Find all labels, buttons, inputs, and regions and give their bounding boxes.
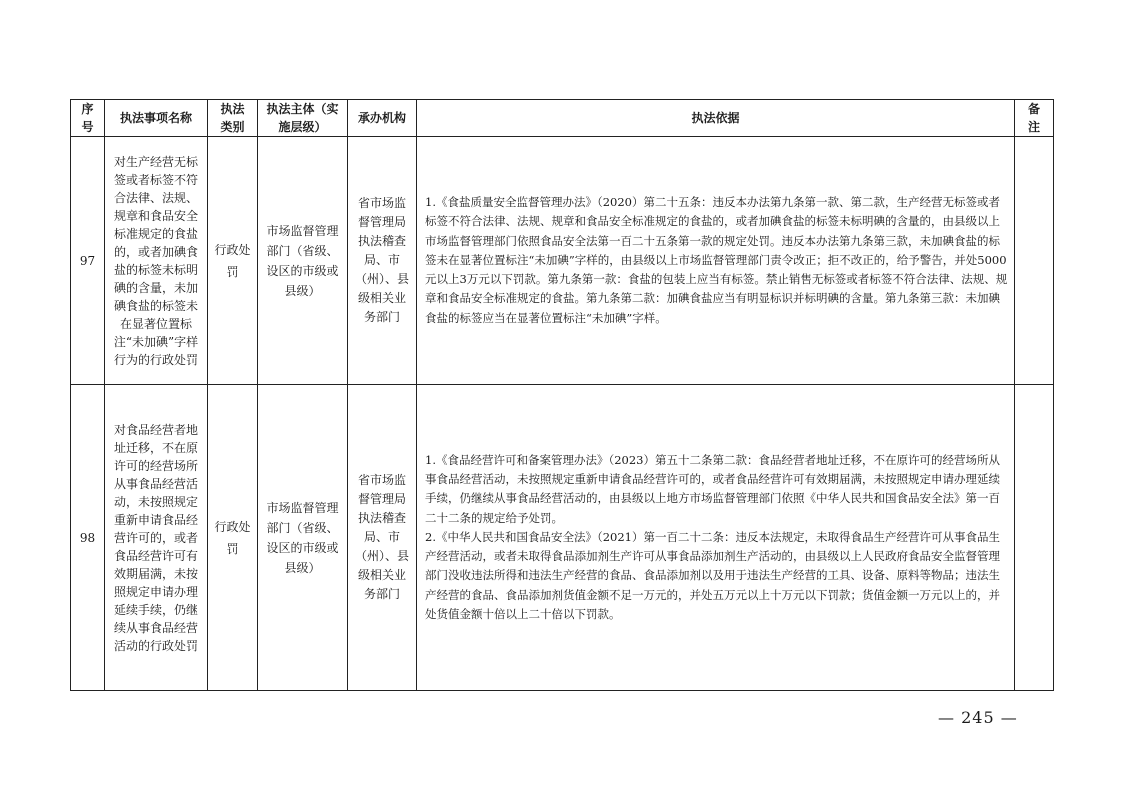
row-seq: 97 xyxy=(71,137,105,385)
basis-clause: 2.《中华人民共和国食品安全法》（2021）第一百二十二条：违反本法规定，未取得食品生产经营许可从事食品生产经营活动，或者未取得食品添加剂生产许可从事食品添加剂生产活动的，由县级以上人民政府食品安全监督管理部门没收违法所得和违法生产经营的食品、食品添加剂以及用于违法生产经营的工具、设备、原料等物品；违法生产经营的食品、食品添加剂货值金额不足一万元的，并处五万元以上十万元以下罚款；货值金额一万元以上的，并处货值金额十倍以上二十倍以下罚款。 xyxy=(425,529,1000,621)
page-number: — 245 — xyxy=(938,708,1018,727)
enforcement-table xyxy=(70,99,1054,691)
row-subject: 市场监督管理部门（省级、设区的市级或县级） xyxy=(258,385,348,691)
table-header-row xyxy=(71,100,1054,137)
row-note xyxy=(1015,137,1054,385)
row-org: 省市场监督管理局执法稽查局、市（州）、县级相关业务部门 xyxy=(348,137,417,385)
row-subject: 市场监督管理部门（省级、设区的市级或县级） xyxy=(258,137,348,385)
basis-clause: 1.《食盐质量安全监督管理办法》（2020）第二十五条：违反本办法第九条第一款、第二款，生产经营无标签或者标签不符合法律、法规、规章和食品安全标准规定的食盐的，或者加碘食盐的标签未标明碘的含量的，由县级以上市场监督管理部门依照食品安全法第一百二十五条第一款的规定处罚。违反本办法第九条第三款，未加碘食盐的标签未在显著位置标注“未加碘”字样的，由县级以上市场监督管理部门责令改正；拒不改正的，给予警告，并处5000元以上3万元以下罚款。第九条第一款：食盐的包装上应当有标签。禁止销售无标签或者标签不符合法律、法规、规章和食品安全标准规定的食盐。第九条第二款：加碘食盐应当有明显标识并标明碘的含量。第九条第三款：未加碘食盐的标签应当在显著位置标注“未加碘”字样。 xyxy=(425,195,1008,325)
header-subject: 执法主体（实施层级） xyxy=(258,100,348,137)
basis-clause: 1.《食品经营许可和备案管理办法》（2023）第五十二条第二款：食品经营者地址迁移，不在原许可的经营场所从事食品经营活动，未按照规定重新申请食品经营许可的，或者食品经营许可有效期届满，未按照规定申请办理延续手续，仍继续从事食品经营活动的，由县级以上地方市场监督管理部门依照《中华人民共和国食品安全法》第一百二十二条的规定给予处罚。 xyxy=(425,453,1000,525)
row-org: 省市场监督管理局执法稽查局、市（州）、县级相关业务部门 xyxy=(348,385,417,691)
header-type: 执法类别 xyxy=(208,100,258,137)
row-basis xyxy=(417,385,1015,691)
table-row xyxy=(71,385,1054,691)
header-note: 备注 xyxy=(1015,100,1054,137)
row-basis xyxy=(417,137,1015,385)
header-seq: 序号 xyxy=(71,100,105,137)
header-org: 承办机构 xyxy=(348,100,417,137)
row-seq: 98 xyxy=(71,385,105,691)
row-item-name: 对食品经营者地址迁移，不在原许可的经营场所从事食品经营活动，未按照规定重新申请食品经营许可的，或者食品经营许可有效期届满，未按照规定申请办理延续手续，仍继续从事食品经营活动的行政处罚 xyxy=(105,385,208,691)
header-basis: 执法依据 xyxy=(417,100,1015,137)
row-note xyxy=(1015,385,1054,691)
row-type: 行政处罚 xyxy=(208,385,258,691)
header-name: 执法事项名称 xyxy=(105,100,208,137)
row-item-name: 对生产经营无标签或者标签不符合法律、法规、规章和食品安全标准规定的食盐的，或者加碘食盐的标签未标明碘的含量，未加碘食盐的标签未在显著位置标注“未加碘”字样行为的行政处罚 xyxy=(105,137,208,385)
table-row xyxy=(71,137,1054,385)
row-type: 行政处罚 xyxy=(208,137,258,385)
